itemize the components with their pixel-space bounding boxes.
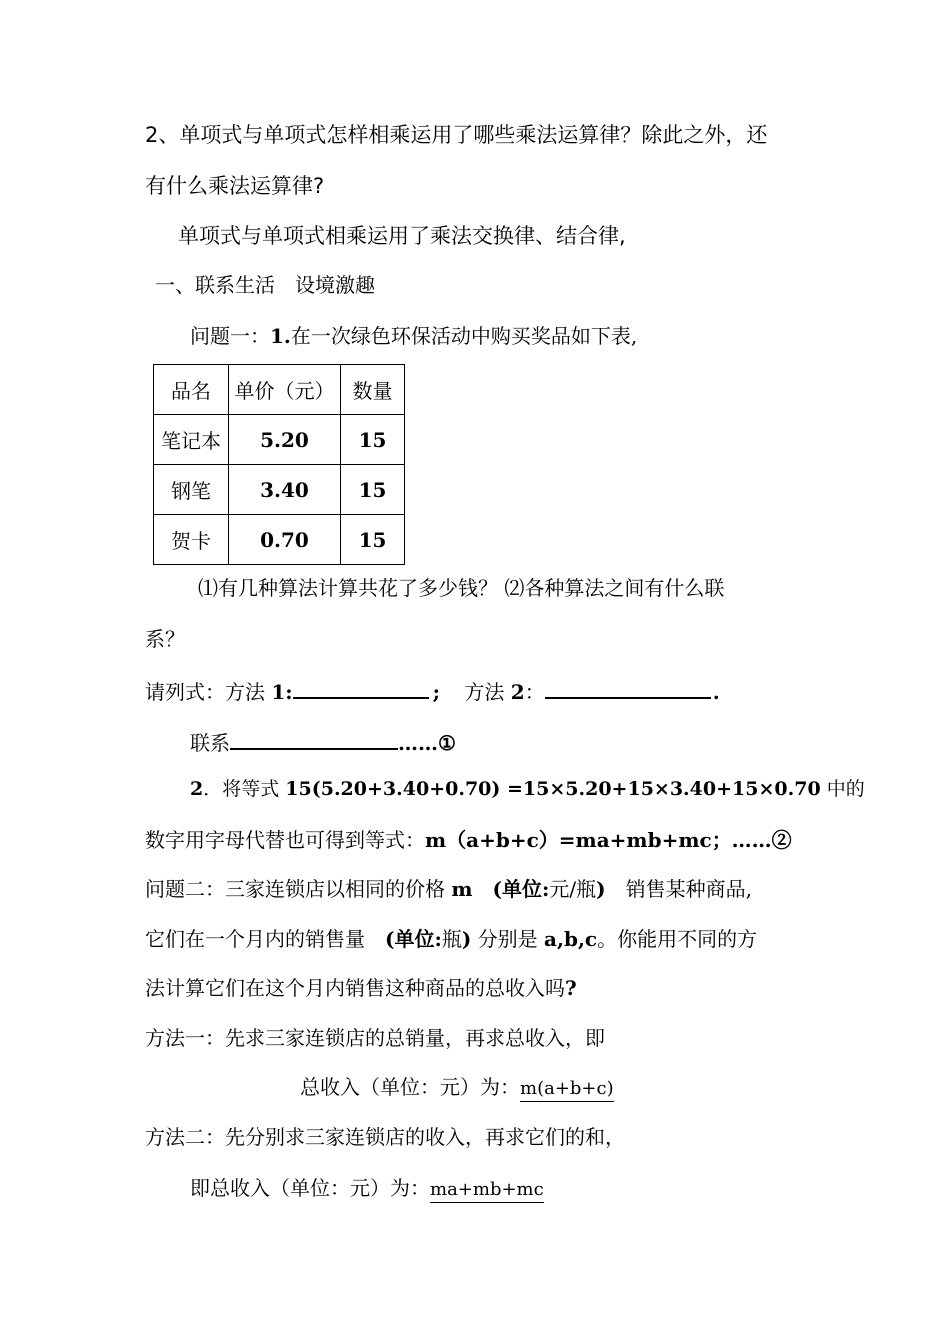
problem2-l2-unit-value: 瓶 <box>441 927 462 951</box>
problem2-unit-close: ) <box>596 877 606 901</box>
problem2-vars: a,b,c <box>544 927 598 951</box>
q2-line2: 有什么乘法运算律? <box>145 174 325 198</box>
methods-label: 请列式：方法 <box>145 680 265 704</box>
prize-table <box>153 364 405 565</box>
table-cell: 5.20 <box>229 415 341 465</box>
problem2-l3: 法计算它们在这个月内销售这种商品的总收入吗 <box>145 976 565 1000</box>
method2-colon: ： <box>524 680 545 704</box>
questions-line1: ⑴有几种算法计算共花了多少钱？ ⑵各种算法之间有什么联 <box>198 576 725 600</box>
item2-formula: m（a+b+c）=ma+mb+mc <box>425 828 712 852</box>
method-one-result-line <box>300 1073 614 1103</box>
problem2-l2-unit-open: (单位: <box>385 927 442 951</box>
method-two-result: ma+mb+mc <box>430 1179 544 1203</box>
q2-line1: 2、单项式与单项式怎样相乘运用了哪些乘法运算律？除此之外，还 <box>145 123 768 147</box>
problem2-unit-value: 元/瓶 <box>549 877 597 901</box>
problem2-l2c: 。你能用不同的方 <box>597 927 758 951</box>
method-two-text: 方法二：先分别求三家连锁店的收入，再求它们的和， <box>145 1125 625 1149</box>
methods-line <box>145 675 720 706</box>
q2-answer: 单项式与单项式相乘运用了乘法交换律、结合律, <box>178 224 626 248</box>
table-header-row <box>154 365 405 415</box>
problem2-line3 <box>145 974 577 1002</box>
problem1-prefix: 问题一： <box>190 324 270 348</box>
problem2-l2b: 分别是 <box>471 927 545 951</box>
item2-text1: ．将等式 <box>203 778 280 800</box>
table-header-cell: 数量 <box>341 365 405 415</box>
table-row <box>154 465 405 515</box>
problem2-prefix: 问题二：三家连锁店以相同的价格 <box>145 877 452 901</box>
method2-blank[interactable] <box>545 675 711 699</box>
problem2-unit-open: (单位: <box>472 877 550 901</box>
relation-label: 联系 <box>190 731 230 755</box>
item2-number: 2 <box>190 778 204 800</box>
questions-line2: 系？ <box>145 627 185 651</box>
table-cell: 贺卡 <box>154 515 229 565</box>
table-row <box>154 415 405 465</box>
problem2-line1 <box>145 875 752 903</box>
problem1-text: 在一次绿色环保活动中购买奖品如下表, <box>290 324 638 348</box>
problem2-l2-unit-close: ) <box>461 927 472 951</box>
relation-suffix: ……① <box>398 731 456 755</box>
problem2-l3-q: ? <box>565 976 577 1000</box>
table-cell: 15 <box>341 415 405 465</box>
problem2-line2 <box>145 925 757 953</box>
item2-equation: 15(5.20+3.40+0.70) =15×5.20+15×3.40+15×0.70 <box>285 778 821 800</box>
problem2-line1-end: 销售某种商品, <box>605 877 752 901</box>
relation-blank[interactable] <box>230 726 398 750</box>
table-row <box>154 515 405 565</box>
item2-line2 <box>145 826 792 854</box>
method1-blank[interactable] <box>293 675 429 699</box>
method1-number: 1: <box>271 680 293 704</box>
problem2-m: m <box>451 877 473 901</box>
method-two-result-line <box>190 1174 544 1204</box>
table-cell: 15 <box>341 465 405 515</box>
problem2-l2a: 它们在一个月内的销售量 <box>145 927 385 951</box>
table-cell: 0.70 <box>229 515 341 565</box>
table-header-cell: 单价（元） <box>229 365 341 415</box>
problem1-number: 1. <box>270 324 291 348</box>
semicolon: ; <box>432 680 441 704</box>
period: . <box>712 680 720 704</box>
method-one-text: 方法一：先求三家连锁店的总销量，再求总收入，即 <box>145 1026 605 1050</box>
item2-line2-text: 数字用字母代替也可得到等式： <box>145 828 425 852</box>
method2-number: 2 <box>510 680 525 704</box>
table-header-cell: 品名 <box>154 365 229 415</box>
table-cell: 15 <box>341 515 405 565</box>
item2-line1 <box>190 775 865 803</box>
relation-line <box>190 726 456 757</box>
item2-suffix: ；……② <box>711 828 792 852</box>
table-cell: 钢笔 <box>154 465 229 515</box>
section1-title: 一、联系生活 设境激趣 <box>155 273 375 297</box>
method-two-result-label: 即总收入（单位：元）为： <box>190 1176 430 1200</box>
method2-label: 方法 <box>464 680 505 704</box>
table-cell: 笔记本 <box>154 415 229 465</box>
item2-text2: 中的 <box>820 778 865 800</box>
method-one-result-label: 总收入（单位：元）为： <box>300 1075 520 1099</box>
problem1-line <box>190 322 637 350</box>
table-cell: 3.40 <box>229 465 341 515</box>
method-one-result: m(a+b+c) <box>520 1078 614 1102</box>
